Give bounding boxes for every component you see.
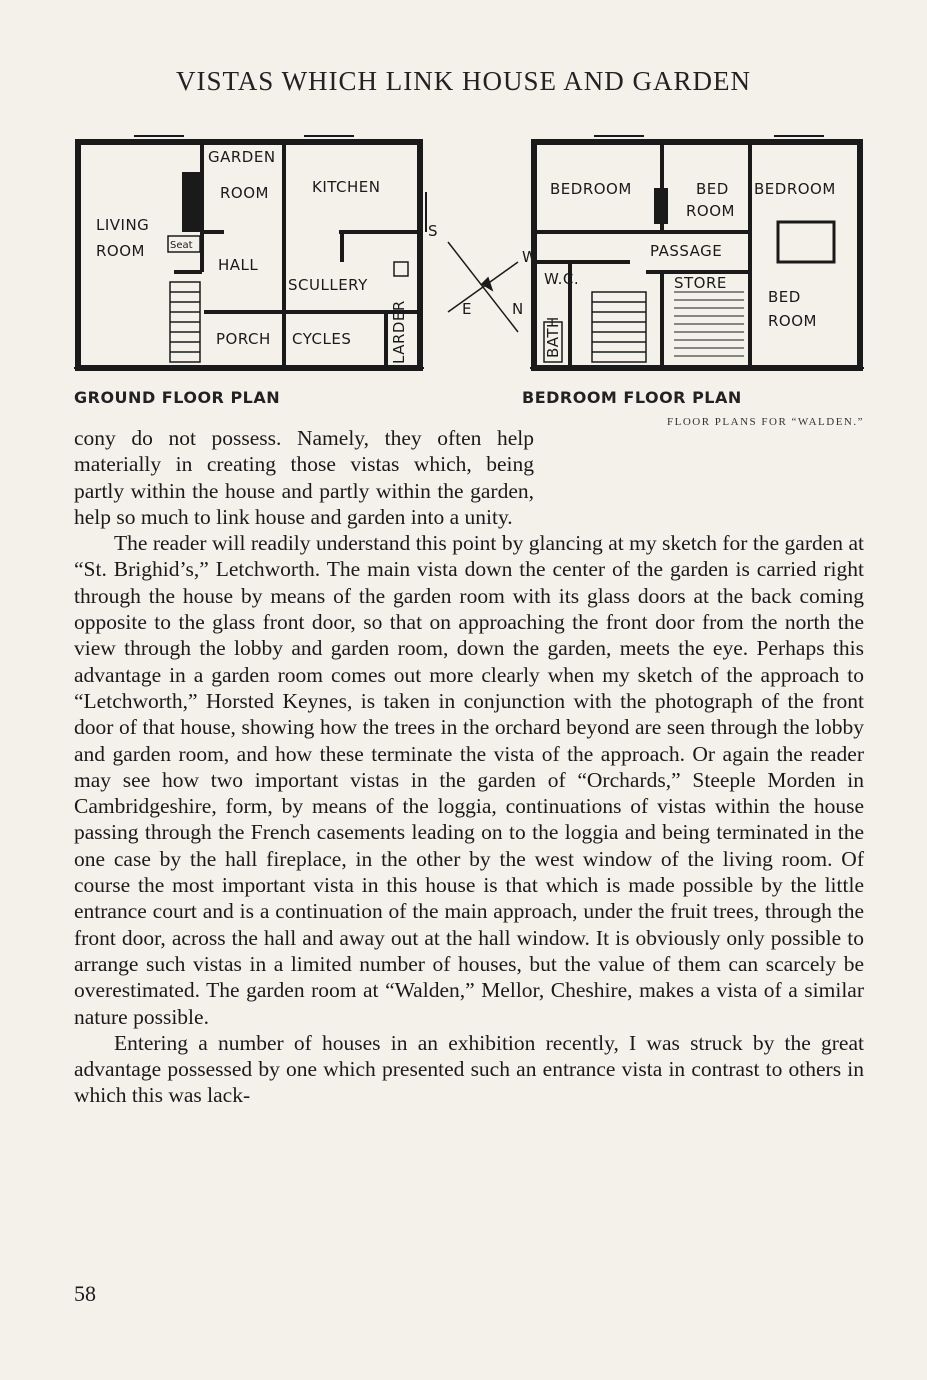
compass-n: N	[512, 300, 524, 318]
compass-labels	[428, 222, 537, 318]
room-label-garden-room: Room	[220, 184, 269, 202]
room-label-bed-right: Bed	[768, 288, 801, 306]
room-label-passage: Passage	[650, 242, 723, 260]
floor-plans-drawing	[74, 132, 864, 392]
room-label-garden: Garden	[208, 148, 276, 166]
paragraph-2: The reader will readily understand this point by glancing at my sketch for the garden at “St. Brighid’s,” Letchworth. The main vista down the center of the garden is carried right through the house by means of the garden room with its glass doors at the back coming opposite to the glass front door, so that on approaching the front door from the north the view through the lobby and garden room, down the garden, meets the eye. Perhaps this advantage in a garden room comes out more clearly when my sketch of the approach to “Letchworth,” Horsted Keynes, is taken in conjunction with the photograph of the front door of that house, showing how the trees in the orchard beyond are seen through the lobby and garden room, and how these terminate the vista of the approach. Or again the reader may see how two important vistas in the garden of “Orchards,” Steeple Morden in Cambridgeshire, form, by means of the loggia, continuations of vistas within the house passing through the French casements leading on to the loggia and being terminated in the one case by the hall fireplace, in the other by the west window of the living room. Of course the most important vista in this house is that which is made possible by the little entrance court and is a continuation of the main approach, under the fruit trees, through the front door, across the hall and away out at the hall window. It is obviously only possible to arrange such vistas in a limited number of houses, but the value of them can scarcely be overestimated. The garden room at “Walden,” Mellor, Cheshire, makes a vista of a similar nature possible.	[74, 531, 864, 1029]
room-label-bedroom-right: Bedroom	[754, 180, 836, 198]
room-label-bed: Bed	[696, 180, 729, 198]
paragraph-3: Entering a number of houses in an exhibition recently, I was struck by the great advantage possessed by one which presented such an entrance vista in contrast to others in which this was lack-	[74, 1030, 864, 1108]
running-head: VISTAS WHICH LINK HOUSE AND GARDEN	[175, 66, 752, 96]
room-label-seat: Seat	[170, 240, 193, 251]
room-label-cycles: Cycles	[292, 330, 352, 348]
paragraph-1: cony do not possess. Namely, they often help materially in creating those vistas which, being partly within the house and partly within the garden, help so much to link house and garden into a unity.	[74, 426, 534, 529]
page-number: 58	[74, 1281, 96, 1306]
room-label-scullery: Scullery	[288, 276, 368, 294]
room-label-kitchen: Kitchen	[312, 178, 381, 196]
room-label-larder: Larder	[390, 300, 408, 364]
room-label-bedroom-left: Bedroom	[550, 180, 632, 198]
room-label-bed-room: Room	[686, 202, 735, 220]
ground-floor-labels	[96, 148, 408, 364]
room-label-porch: Porch	[216, 330, 271, 348]
room-label-hall: Hall	[218, 256, 259, 274]
room-label-living: Living	[96, 216, 150, 234]
room-label-room-right: Room	[768, 312, 817, 330]
compass-rose-icon	[448, 242, 518, 332]
bedroom-floor-labels	[544, 180, 836, 358]
room-label-wc: W.C.	[544, 270, 580, 288]
compass-w: W	[522, 248, 538, 266]
compass-s: S	[428, 222, 439, 240]
room-label-store: Store	[674, 274, 727, 292]
ground-floor-plan-label: GROUND FLOOR PLAN	[74, 388, 281, 407]
body-text	[74, 425, 864, 1109]
floor-plans-figure	[74, 132, 864, 442]
room-label-bath: Bath	[544, 316, 562, 358]
figure-caption: FLOOR PLANS FOR “WALDEN.”	[667, 416, 864, 428]
room-label-living-room: Room	[96, 242, 145, 260]
bedroom-floor-plan-label: BEDROOM FLOOR PLAN	[522, 388, 742, 407]
compass-e: E	[462, 300, 472, 318]
